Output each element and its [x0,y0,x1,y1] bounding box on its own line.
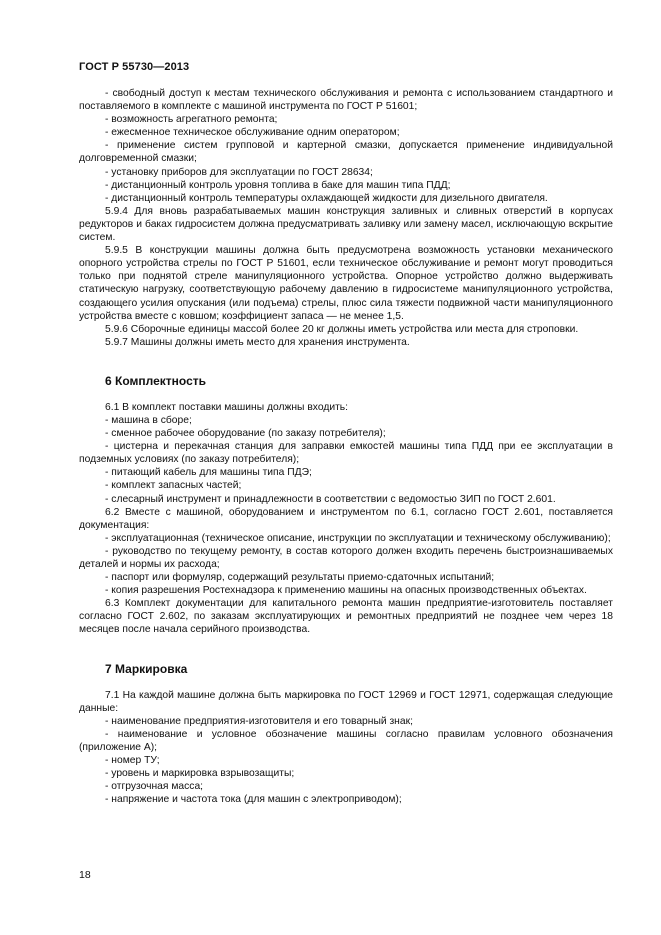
paragraph: - дистанционный контроль температуры охлаждающей жидкости для дизельного двигателя. [105,192,548,204]
paragraph: 6.2 Вместе с машиной, оборудованием и инструментом по 6.1, согласно ГОСТ 2.601, поставляется документация: [79,506,613,531]
paragraph: - возможность агрегатного ремонта; [105,114,278,126]
paragraph: - отгрузочная масса; [105,781,204,793]
page-number: 18 [79,869,91,881]
paragraph: - наименование и условное обозначение машины согласно правилам условного обозначения (приложение А); [79,728,613,753]
paragraph: 7.1 На каждой машине должна быть маркировка по ГОСТ 12969 и ГОСТ 12971, содержащая следующие данные: [79,689,613,714]
section-completeness [79,401,613,637]
paragraph: 6.3 Комплект документации для капитального ремонта машин предприятие-изготовитель поставляет согласно ГОСТ 2.602, по заказам эксплуатирующих и ремонтных предприятий не позднее чем через 18 месяцев после начала серийного производства. [79,598,613,636]
paragraph: - эксплуатационная (техническое описание, инструкции по эксплуатации и техническому обслуживанию); [105,532,611,544]
paragraph: 5.9.7 Машины должны иметь место для хранения инструмента. [105,336,410,348]
section-title-completeness: 6 Комплектность [105,373,206,388]
paragraph: - установку приборов для эксплуатации по ГОСТ 28634; [105,166,373,178]
paragraph: - ежесменное техническое обслуживание одним оператором; [105,127,400,139]
page-content [79,87,613,806]
document-header: ГОСТ Р 55730—2013 [79,61,190,73]
paragraph: - цистерна и перекачная станция для заправки емкостей машины типа ПДД при ее эксплуатации в подземных условиях (по заказу потребителя); [79,441,613,466]
section-title-marking: 7 Маркировка [105,661,188,676]
paragraph: - уровень и маркировка взрывозащиты; [105,768,295,780]
paragraph: 5.9.4 Для вновь разрабатываемых машин конструкция заливных и сливных отверстий в корпусах редукторов и баках гидросистем должна предусматривать заливку или замену масел, исключающую вскрытие систем. [79,205,613,244]
paragraph: - машина в сборе; [105,414,192,426]
paragraph: 5.9.6 Сборочные единицы массой более 20 кг должны иметь устройства или места для строповки. [105,323,579,335]
paragraph: - напряжение и частота тока (для машин с электроприводом); [105,794,402,806]
paragraph: - применение систем групповой и картерной смазки, допускается применение индивидуальной долговременной смазки; [79,140,613,165]
paragraph: - сменное рабочее оборудование (по заказу потребителя); [105,428,386,440]
paragraph: - питающий кабель для машины типа ПДЭ; [105,467,312,479]
paragraph: - руководство по текущему ремонту, в состав которого должен входить перечень быстроизнашиваемых деталей и нормы их расхода; [79,545,613,570]
paragraph: 6.1 В комплект поставки машины должны входить: [105,401,349,413]
paragraph: - слесарный инструмент и принадлежности в соответствии с ведомостью ЗИП по ГОСТ 2.601. [105,493,556,505]
paragraph: - свободный доступ к местам технического обслуживания и ремонта с использованием стандартного и поставляемого в комплекте с машиной инструмента по ГОСТ Р 51601; [79,88,613,113]
paragraph: - комплект запасных частей; [105,480,242,492]
paragraph: - паспорт или формуляр, содержащий результаты приемо-сдаточных испытаний; [105,572,495,584]
paragraph: 5.9.5 В конструкции машины должна быть предусмотрена возможность установки механического опорного устройства стрелы по ГОСТ Р 51601, если техническое обслуживание и ремонт могут проводиться только при поднятой стреле манипуляционного устройства. Опорное устройство должно выдерживать статическую нагрузку, соответствующую рабочему давлению в гидросистеме манипуляционного устройства, создающего усилия опускания (или подъема) стрелы, плюс сила тяжести подвижной части манипуляционного устройства вместе с ковшом; коэффициент запаса — не менее 1,5. [79,245,613,322]
paragraph: - номер ТУ; [105,755,160,767]
paragraph: - наименование предприятия-изготовителя и его товарный знак; [105,715,413,727]
paragraph: - дистанционный контроль уровня топлива в баке для машин типа ПДД; [105,179,451,191]
maintenance-requirements-block [79,87,613,349]
paragraph: - копия разрешения Ростехнадзора к применению машины на опасных производственных объектах. [105,585,587,597]
section-marking [79,689,613,807]
